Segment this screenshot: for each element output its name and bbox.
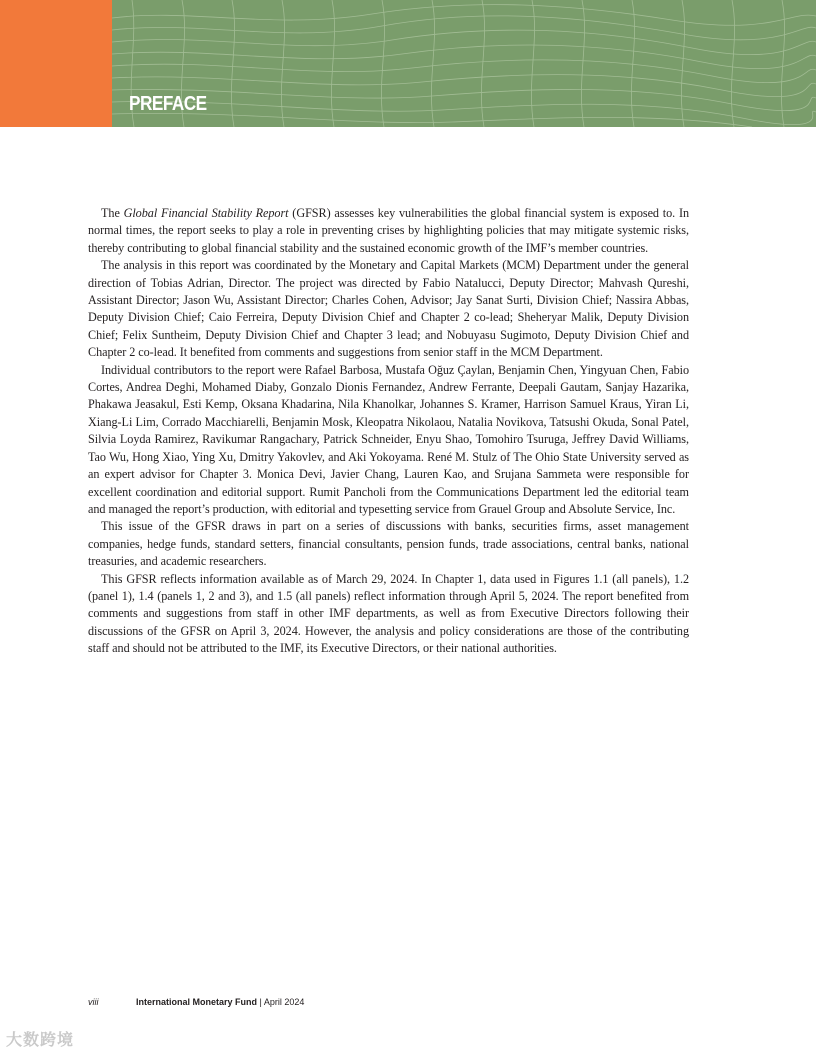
- page-footer: [88, 997, 304, 1007]
- preface-body: [88, 205, 689, 658]
- mesh-pattern-icon: [112, 0, 816, 127]
- wireframe-graphic: [112, 0, 816, 127]
- publication-date: April 2024: [263, 997, 305, 1007]
- header-banner: [0, 0, 816, 127]
- watermark-logo: 大数跨境: [6, 1030, 75, 1049]
- paragraph-purpose: The Global Financial Stability Report (GFSR) assesses key vulnerabilities the global financial system is exposed to. In normal times, the report seeks to play a role in preventing crises by highlighting policies that may mitigate systemic risks, thereby contributing to global financial stability and the sustained economic growth of the IMF’s member countries.: [88, 206, 689, 255]
- publisher-name: International Monetary Fund: [136, 997, 258, 1007]
- page-number: viii: [88, 997, 99, 1007]
- accent-block: [0, 0, 112, 127]
- report-title: Global Financial Stability Report: [123, 206, 289, 220]
- footer-separator: |: [257, 997, 264, 1007]
- page-title: PREFACE: [129, 93, 207, 115]
- paragraph-coordination: The analysis in this report was coordinated by the Monetary and Capital Markets (MCM) Department under the general direction of Tobias Adrian, Director. The project was directed by Fabio Natalucci, Deputy Director; Mahvash Qureshi, Assistant Director; Jason Wu, Assistant Director; Charles Cohen, Advisor; Jay Sanat Surti, Division Chief; Nassira Abbas, Deputy Division Chief; Caio Ferreira, Deputy Division Chief and Chapter 2 co-lead; Sheheryar Malik, Deputy Division Chief; Felix Suntheim, Deputy Division Chief and Chapter 3 lead; and Nobuyasu Sugimoto, Deputy Division Chief and Chapter 2 co-lead. It benefited from comments and suggestions from senior staff in the MCM Department.: [88, 258, 689, 360]
- paragraph-information-date: This GFSR reflects information available as of March 29, 2024. In Chapter 1, data used in Figures 1.1 (all panels), 1.2 (panel 1), 1.4 (panels 1, 2 and 3), and 1.5 (all panels) reflect information through April 5, 2024. The report benefited from comments and suggestions from staff in other IMF departments, as well as from Executive Directors following their discussions of the GFSR on April 3, 2024. However, the analysis and policy considerations are those of the contributing staff and should not be attributed to the IMF, its Executive Directors, or their national authorities.: [88, 571, 689, 656]
- paragraph-discussions: This issue of the GFSR draws in part on a series of discussions with banks, securities firms, asset management companies, hedge funds, standard setters, financial consultants, pension funds, trade associations, central banks, national treasuries, and academic researchers.: [88, 519, 689, 569]
- paragraph-contributors: Individual contributors to the report were Rafael Barbosa, Mustafa Oğuz Çaylan, Benjamin Chen, Yingyuan Chen, Fabio Cortes, Andrea Deghi, Mohamed Diaby, Gonzalo Dionis Fernandez, Andrew Ferrante, Deepali Gautam, Sanjay Hazarika, Phakawa Jeasakul, Esti Kemp, Oksana Khadarina, Nila Khanolkar, Johannes S. Kramer, Harrison Samuel Kraus, Yiran Li, Xiang-Li Lim, Corrado Macchiarelli, Benjamin Mosk, Kleopatra Nikolaou, Natalia Novikova, Tatsushi Okuda, Sonal Patel, Silvia Loyda Ramirez, Ravikumar Rangachary, Patrick Schneider, Enyu Shao, Tomohiro Tsuruga, Jeffrey David Williams, Tao Wu, Hong Xiao, Ying Xu, Dmitry Yakovlev, and Aki Yokoyama. René M. Stulz of The Ohio State University served as an expert advisor for Chapter 3. Monica Devi, Javier Chang, Lauren Kao, and Srujana Sammeta were responsible for excellent coordination and editorial support. Rumit Pancholi from the Communications Department led the editorial team and managed the report’s production, with editorial and typesetting service from Grauel Group and Absolute Service, Inc.: [88, 362, 689, 516]
